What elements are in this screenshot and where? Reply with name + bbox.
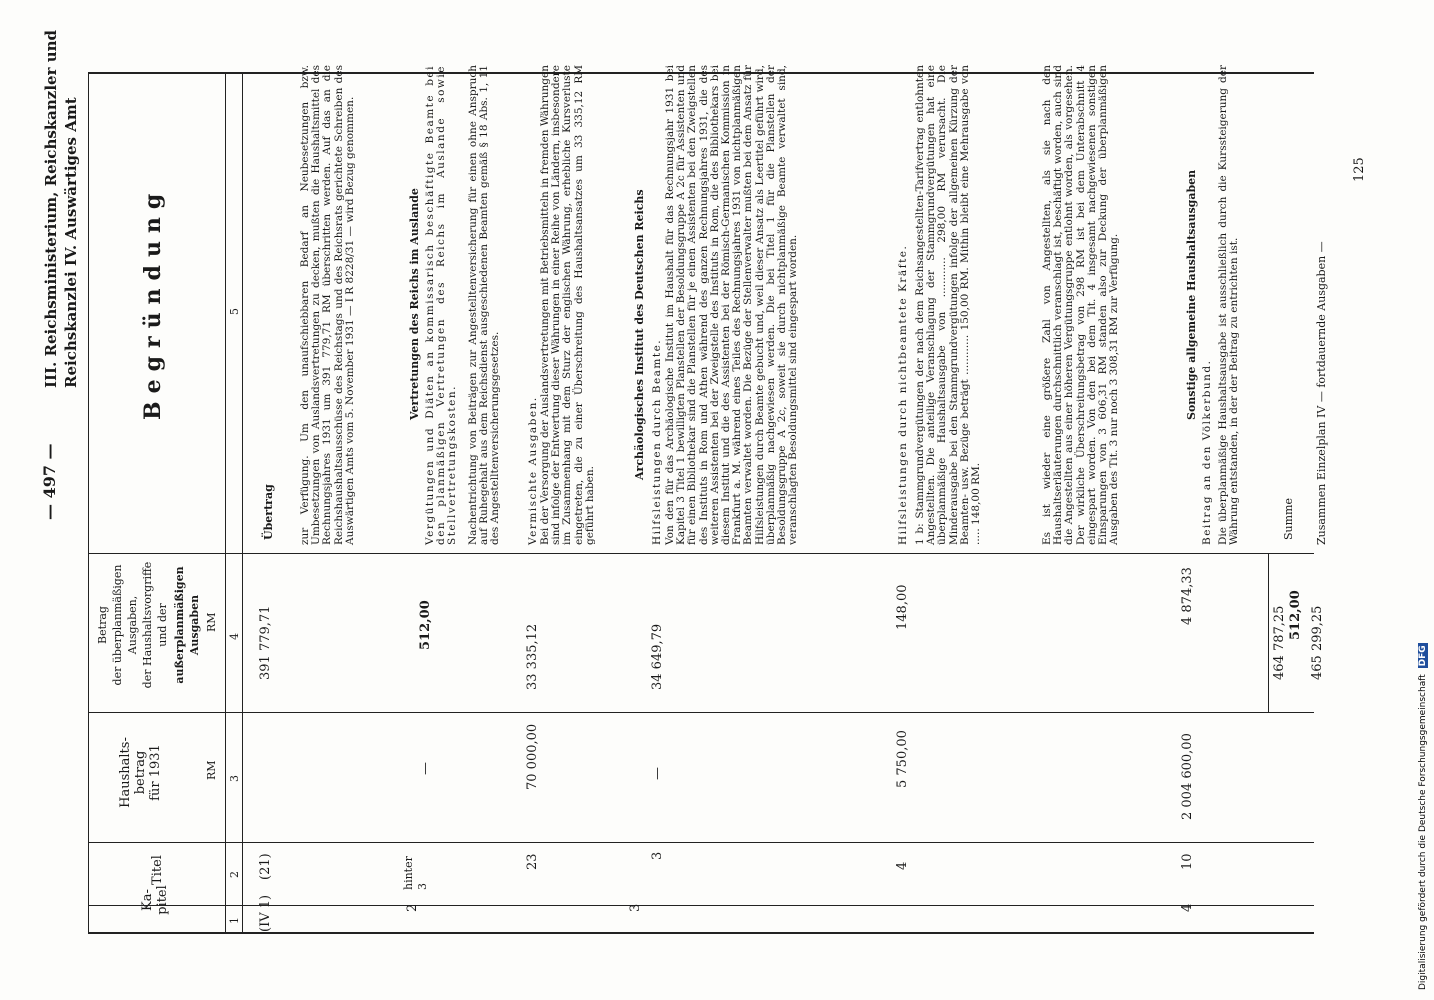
- row5-betrag: 5 750,00: [895, 730, 910, 788]
- rule-left-outer: [88, 72, 89, 934]
- col-header-kapitel: Ka- pitel: [140, 885, 170, 915]
- rule-col2: [88, 842, 1314, 843]
- row5-body2: Es ist wieder eine größere Zahl von Angestellten, als sie nach den Haushaltserläuterungen durchschnittlich veranschlagt ist, beschäftigt worden, auch sind die Angestellten aus einer höheren Vergütungsgruppe entlohnt worden, als vorgesehen. Der wirkliche Überschreitungsbetrag von 298 RM ist bei dem Unterabschnitt 4 eingespart worden. Von den bei dem Tit. 4 insgesamt nachgewiesenen sonstigen Einsparungen von 3 606,31 RM standen also zur Deckung der überplanmäßigen Ausgaben des Tit. 3 nur noch 3 308,31 RM zur Verfügung.: [1041, 65, 1121, 545]
- row6-lead: Beitrag an den Völkerbund.: [1201, 359, 1213, 545]
- row2-heading: Vertretungen des Reichs im Auslande: [408, 188, 421, 420]
- col-num-3: 3: [228, 775, 241, 782]
- rule-sum: [1268, 553, 1269, 713]
- row5-lead: Hilfsleistungen durch nichtbeamtete Kräfte.: [897, 244, 909, 545]
- row3-body: Bei der Versorgung der Auslandsvertretungen mit Betriebsmitteln in fremden Währungen sind infolge der Entwertung dieser Währungen in einer Reihe von Ländern, insbesondere im Zusammenhang mit dem Sturz der englischen Währung, erhebliche Kursverluste eingetreten, die zu einer Überschreitung des Haushaltsansatzes um 33 335,12 RM geführt haben.: [539, 65, 596, 545]
- row6-titel: 10: [1180, 853, 1195, 870]
- row2-titel: hinter 3: [402, 856, 429, 890]
- zusammen-value: 465 299,25: [1310, 605, 1325, 680]
- col-header-betrag-bold: außerplanmäßigen Ausgaben: [173, 566, 201, 684]
- row3-ausgaben: 33 335,12: [525, 623, 540, 690]
- row1-body: zur Verfügung. Um den unaufschiebbaren Bedarf an Neubesetzungen bzw. Umbesetzungen von Auslandsvertretungen zu decken, mußten die Haushaltsmittel des Rechnungsjahres 1931 um 391 779,71 RM überschritten werden. Auf das an die Reichshaushaltsausschüsse des Reichstags und des Reichsrats gerichtete Schreiben des Auswärtigen Amts vom 5. November 1931 — I R 8228/31 — wird Bezug genommen.: [299, 65, 356, 545]
- row6-betrag: 2 004 600,00: [1180, 733, 1195, 820]
- digitization-credit: [1418, 643, 1428, 990]
- col-num-4: 4: [228, 633, 241, 640]
- row1-ausgaben: 391 779,71: [258, 605, 273, 680]
- rule-bottom: [88, 932, 1314, 934]
- dfg-logo: DFG: [1418, 645, 1428, 667]
- row1-titel: (21): [258, 853, 273, 880]
- row1-uebertrag: Übertrag: [262, 484, 275, 540]
- rule-col4: [88, 553, 1314, 554]
- col-header-unit-4: RM: [205, 612, 218, 632]
- col-header-unit-3: RM: [205, 760, 218, 780]
- col-header-titel: Titel: [150, 855, 165, 885]
- page-number-top: — 497 —: [40, 443, 59, 520]
- zusammen-label: Zusammen Einzelplan IV — fortdauernde Ausgaben —: [1315, 241, 1328, 545]
- row2-ausgaben: 512,00: [418, 600, 433, 650]
- col-num-5: 5: [228, 308, 241, 315]
- digitization-note: Digitalisierung gefördert durch die Deutsche Forschungsgemeinschaft: [1418, 674, 1428, 990]
- summe-col4: 512,00: [1288, 590, 1303, 640]
- summe-label: Summe: [1282, 498, 1295, 540]
- row5-titel: 4: [895, 861, 910, 870]
- row4-betrag: —: [650, 767, 665, 780]
- row6-kapitel: 4: [1180, 903, 1195, 912]
- col-num-1: 1: [228, 917, 241, 924]
- page-number-bottom: 125: [1352, 157, 1367, 182]
- running-head-line1: III. Reichsministerium, Reichskanzler und: [42, 30, 60, 388]
- row3-lead: Vermischte Ausgaben.: [527, 396, 539, 545]
- row4-heading: Archäologisches Institut des Deutschen Reichs: [633, 189, 646, 480]
- running-head-line2: Reichskanzlei IV. Auswärtiges Amt: [62, 97, 80, 388]
- row5-ausgaben: 148,00: [895, 584, 910, 630]
- row2-body: Nachentrichtung von Beiträgen zur Angestelltenversicherung für einen ohne Anspruch auf Ruhegehalt aus dem Reichsdienst ausgeschiedenen Beamten gemäß § 18 Abs. 1, 11 des Angestelltenversicherungsgesetzes.: [467, 65, 502, 545]
- row2-lead: Vergütungen und Diäten an kommissarisch beschäftigte Beamte bei den planmäßigen Vertretungen des Reichs im Auslande sowie Stellvertretungskosten.: [424, 65, 459, 545]
- summe-col3: 464 787,25: [1272, 605, 1287, 680]
- rule-col3: [88, 712, 1314, 713]
- row4-ausgaben: 34 649,79: [650, 623, 665, 690]
- row6-ausgaben: 4 874,33: [1180, 567, 1195, 625]
- row1-kapitel: (IV 1): [258, 894, 273, 932]
- row4-body: Von den für das Archäologische Institut im Haushalt für das Rechnungsjahr 1931 bei Kapitel 3 Titel 1 bewilligten Planstellen der Besoldungsgruppe A 2c für Assistenten und für einen Bibliothekar sind die Planstellen für je einen Assistenten bei den Zweigstellen des Instituts in Rom und Athen während des ganzen Rechnungsjahres 1931, die des weiteren Assistenten bei der Zweigstelle des Instituts in Rom, die des Bibliothekars bei diesem Institut und die des Assistenten bei der Römisch-Germanischen Kommission in Frankfurt a. M. während eines Teiles des Rechnungsjahres 1931 von nichtplanmäßigen Beamten verwaltet worden. Die Bezüge der Stellenverwalter mußten bei dem Ansatz für Hilfsleistungen durch Beamte gebucht und, weil dieser Ansatz als Leertitel geführt wird, überplanmäßig nachgewiesen werden. Die bei Titel 1 für die Planstellen der Besoldungsgruppe A 2c, soweit sie durch nichtplanmäßige Beamte verwaltet sind, veranschlagten Besoldungsmittel sind eingespart worden.: [664, 65, 800, 545]
- row3-titel: 23: [525, 853, 540, 870]
- row2-betrag: —: [418, 762, 433, 775]
- row6-body: Die überplanmäßige Haushaltsausgabe ist ausschließlich durch die Kurssteigerung der Währung entstanden, in der der Beitrag zu entrichten ist.: [1217, 65, 1241, 545]
- row4-titel: 3: [650, 851, 665, 860]
- row5-body: 1 b: Stammgrundvergütungen der nach dem Reichsangestellten-Tarifvertrag entlohnten Angestellten. Die anteilige Veranschlagung der Stammgrundvergütungen hat eine überplanmäßige Haushaltsausgabe von ............ 298,00 RM verursacht. Die Minderausgabe bei den Stammgrundvergütungen infolge der allgemeinen Kürzung der Beamten- usw. Bezüge beträgt ............ 150,00 RM. Mithin bleibt eine Mehrausgabe von ..... 148,00 RM.: [914, 65, 983, 545]
- rule-header-nums: [242, 72, 243, 934]
- row4-kapitel: 3: [628, 903, 643, 912]
- col-header-haushaltsbetrag: Haushalts- betrag für 1931: [118, 737, 163, 808]
- rule-header: [225, 72, 226, 934]
- col-num-2: 2: [228, 871, 241, 878]
- row6-heading: Sonstige allgemeine Haushaltsausgaben: [1185, 169, 1198, 420]
- row2-kapitel: 2: [405, 903, 420, 912]
- row4-lead: Hilfsleistungen durch Beamte.: [651, 338, 663, 545]
- col-header-begruendung: Begründung: [140, 185, 166, 420]
- col-header-betrag: Betrag der überplanmäßigen Ausgaben, der Haushaltsvorgriffe und der: [96, 561, 169, 689]
- row3-betrag: 70 000,00: [525, 723, 540, 790]
